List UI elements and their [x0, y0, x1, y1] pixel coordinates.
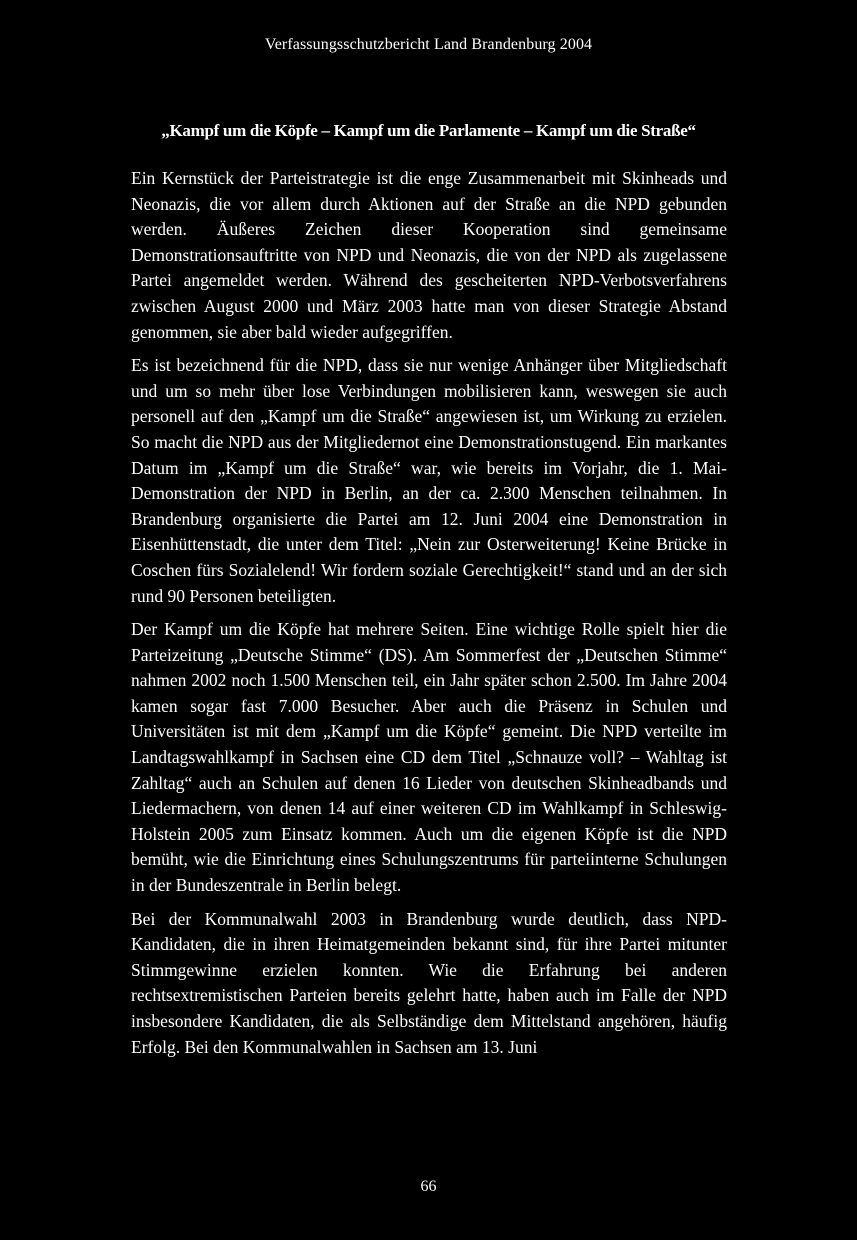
paragraph: Ein Kernstück der Parteistrategie ist die enge Zusammenarbeit mit Skinheads und Neonazis, die vor allem durch Aktionen auf der Straße an die NPD gebunden werden. Äußeres Zeichen dieser Kooperation sind gemeinsame Demonstrationsauftritte von NPD und Neonazis, die von der NPD als zugelassene Partei angemeldet werden. Während des gescheiterten NPD-Verbotsverfahrens zwischen August 2000 und März 2003 hatte man von dieser Strategie Abstand genommen, sie aber bald wieder aufgegriffen. — [131, 168, 727, 342]
paragraph: Der Kampf um die Köpfe hat mehrere Seiten. Eine wichtige Rolle spielt hier die Parteizeitung „Deutsche Stimme“ (DS). Am Sommerfest der „Deutschen Stimme“ nahmen 2002 noch 1.500 Menschen teil, ein Jahr später schon 2.500. Im Jahre 2004 kamen sogar fast 7.000 Besucher. Aber auch die Präsenz in Schulen und Universitäten ist mit dem „Kampf um die Köpfe“ gemeint. Die NPD verteilte im Landtagswahlkampf in Sachsen eine CD dem Titel „Schnauze voll? – Wahltag ist Zahltag“ auch an Schulen auf denen 16 Lieder von deutschen Skinheadbands und Liedermachern, von denen 14 auf einer weiteren CD im Wahlkampf in Schleswig-Holstein 2005 zum Einsatz kommen. Auch um die eigenen Köpfe ist die NPD bemüht, wie die Einrichtung eines Schulungszentrums für parteiinterne Schulungen in der Bundeszentrale in Berlin belegt. — [131, 619, 727, 896]
page-header: Verfassungsschutzbericht Land Brandenburg 2004 — [264, 36, 593, 53]
section-title: „Kampf um die Köpfe – Kampf um die Parlamente – Kampf um die Straße“ — [161, 121, 696, 140]
paragraph: Es ist bezeichnend für die NPD, dass sie nur wenige Anhänger über Mitgliedschaft und um so mehr über lose Verbindungen mobilisieren kann, weswegen sie auch personell auf den „Kampf um die Straße“ angewiesen ist, um Wirkung zu erzielen. So macht die NPD aus der Mitgliedernot eine Demonstrationstugend. Ein markantes Datum im „Kampf um die Straße“ war, wie bereits im Vorjahr, die 1. Mai-Demonstration der NPD in Berlin, an der ca. 2.300 Menschen teilnahmen. In Brandenburg organisierte die Partei am 12. Juni 2004 eine Demonstration in Eisenhüttenstadt, die unter dem Titel: „Nein zur Osterweiterung! Keine Brücke in Coschen fürs Sozialelend! Wir fordern soziale Gerechtigkeit!“ stand und an der sich rund 90 Personen beteiligten. — [131, 355, 727, 606]
page-number: 66 — [420, 1178, 437, 1195]
body-text — [131, 166, 727, 1068]
paragraph: Bei der Kommunalwahl 2003 in Brandenburg wurde deutlich, dass NPD-Kandidaten, die in ihren Heimatgemeinden bekannt sind, für ihre Partei mitunter Stimmgewinne erzielen konnten. Wie die Erfahrung bei anderen rechtsextremistischen Parteien bereits gelehrt hatte, haben auch im Falle der NPD insbesondere Kandidaten, die als Selbständige dem Mittelstand angehören, häufig Erfolg. Bei den Kommunalwahlen in Sachsen am 13. Juni — [131, 908, 727, 1057]
